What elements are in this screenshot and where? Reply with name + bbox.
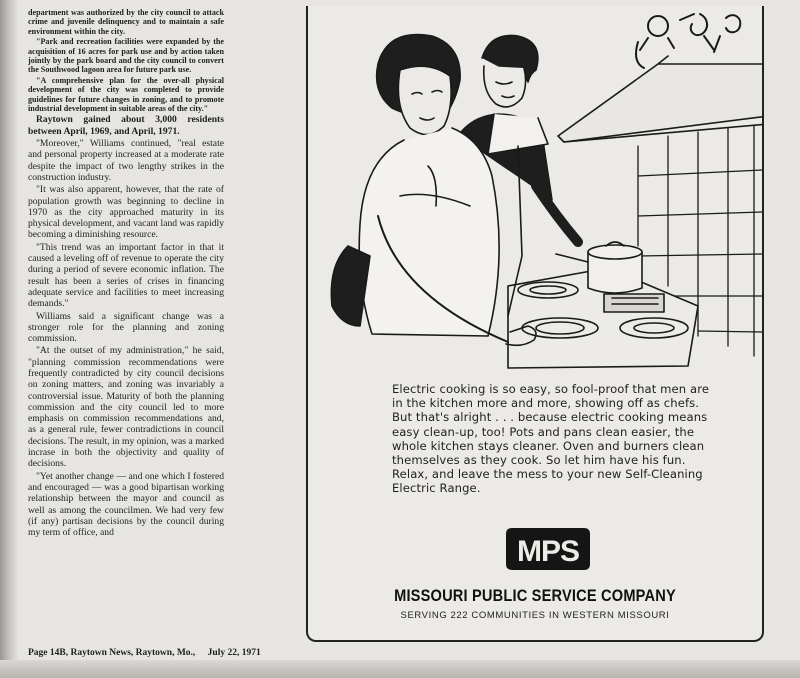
mps-logo: [504, 524, 592, 574]
logo-text: MPS: [516, 535, 580, 568]
footer-date: July 22, 1971: [207, 648, 261, 658]
article-paragraph: "Park and recreation facilities were expanded by the acquisition of 16 acres for park use and by action taken jointly by the park board and the city council to convert the Southwood lagoon area for future park use.: [28, 37, 224, 75]
ad-body-copy: Electric cooking is so easy, so fool-proof that men are in the kitchen more and more, showing off as chefs. But that's alright . . . because electric cooking means easy clean-up, too! Pots and pans clean easier, the whole kitchen stays cleaner. Oven and burners clean themselves as they cook. So let him have his fun. Relax, and leave the mess to your new Self-Cleaning Electric Range.: [392, 382, 710, 496]
page-binding-edge: [0, 0, 18, 678]
kitchen-couple-illustration: [308, 6, 762, 376]
mascot-icon: [636, 14, 740, 68]
article-paragraph: "Moreover," Williams continued, "real estate and personal property increased at a moderate rate despite the impact of two lengthy strikes in the construction industry.: [28, 138, 224, 183]
article-paragraph: department was authorized by the city council to attack crime and juvenile delinquency and to maintain a safe environment within the city.: [28, 8, 224, 36]
company-name: MISSOURI PUBLIC SERVICE COMPANY: [394, 586, 676, 605]
news-article-column: [28, 8, 224, 648]
article-paragraph: "A comprehensive plan for the over-all physical development of the city was completed to provide guidelines for future changes in zoning, and to promote industrial development in suitable areas of the city.": [28, 75, 224, 114]
advertisement: [306, 6, 764, 642]
article-paragraph: "It was also apparent, however, that the rate of population growth was beginning to decline in 1970 as the city approached maturity in its physical development, and vacant land was rapidly becoming a diminishing resource.: [28, 184, 224, 241]
article-paragraph: "This trend was an important factor in that it caused a leveling off of revenue to operate the city during a period of severe economic inflation. The result has been a series of crises in financing adequate service and facilities to meet increasing demands.": [28, 241, 224, 310]
page-footer: [28, 648, 388, 658]
scan-bottom-strip: [0, 660, 800, 678]
footer-page-info: Page 14B, Raytown News, Raytown, Mo.,: [28, 648, 196, 658]
company-tagline: SERVING 222 COMMUNITIES IN WESTERN MISSOURI: [400, 610, 670, 621]
article-paragraph: Raytown gained about 3,000 residents between April, 1969, and April, 1971.: [28, 114, 224, 137]
article-paragraph: "Yet another change — and one which I fostered and encouraged — was a good bipartisan working relationship between the mayor and council as well as among the councilmen. We had very few (if any) partisan decisions by the council during my term of office, and: [28, 470, 224, 539]
article-paragraph: Williams said a significant change was a stronger role for the planning and zoning commission.: [28, 310, 224, 345]
article-paragraph: "At the outset of my administration," he said, "planning commission recommendations were frequently contradicted by city council decisions on zoning matters, and zoning was invariably a controversial issue. Maturity of both the planning commission and the city council led to more emphasis on commission recommendations and, as a general rule, fewer contradictions in council decisions. The result, in my opinion, was a marked incrase in both the objectivity and quality of decisions.: [28, 345, 224, 470]
